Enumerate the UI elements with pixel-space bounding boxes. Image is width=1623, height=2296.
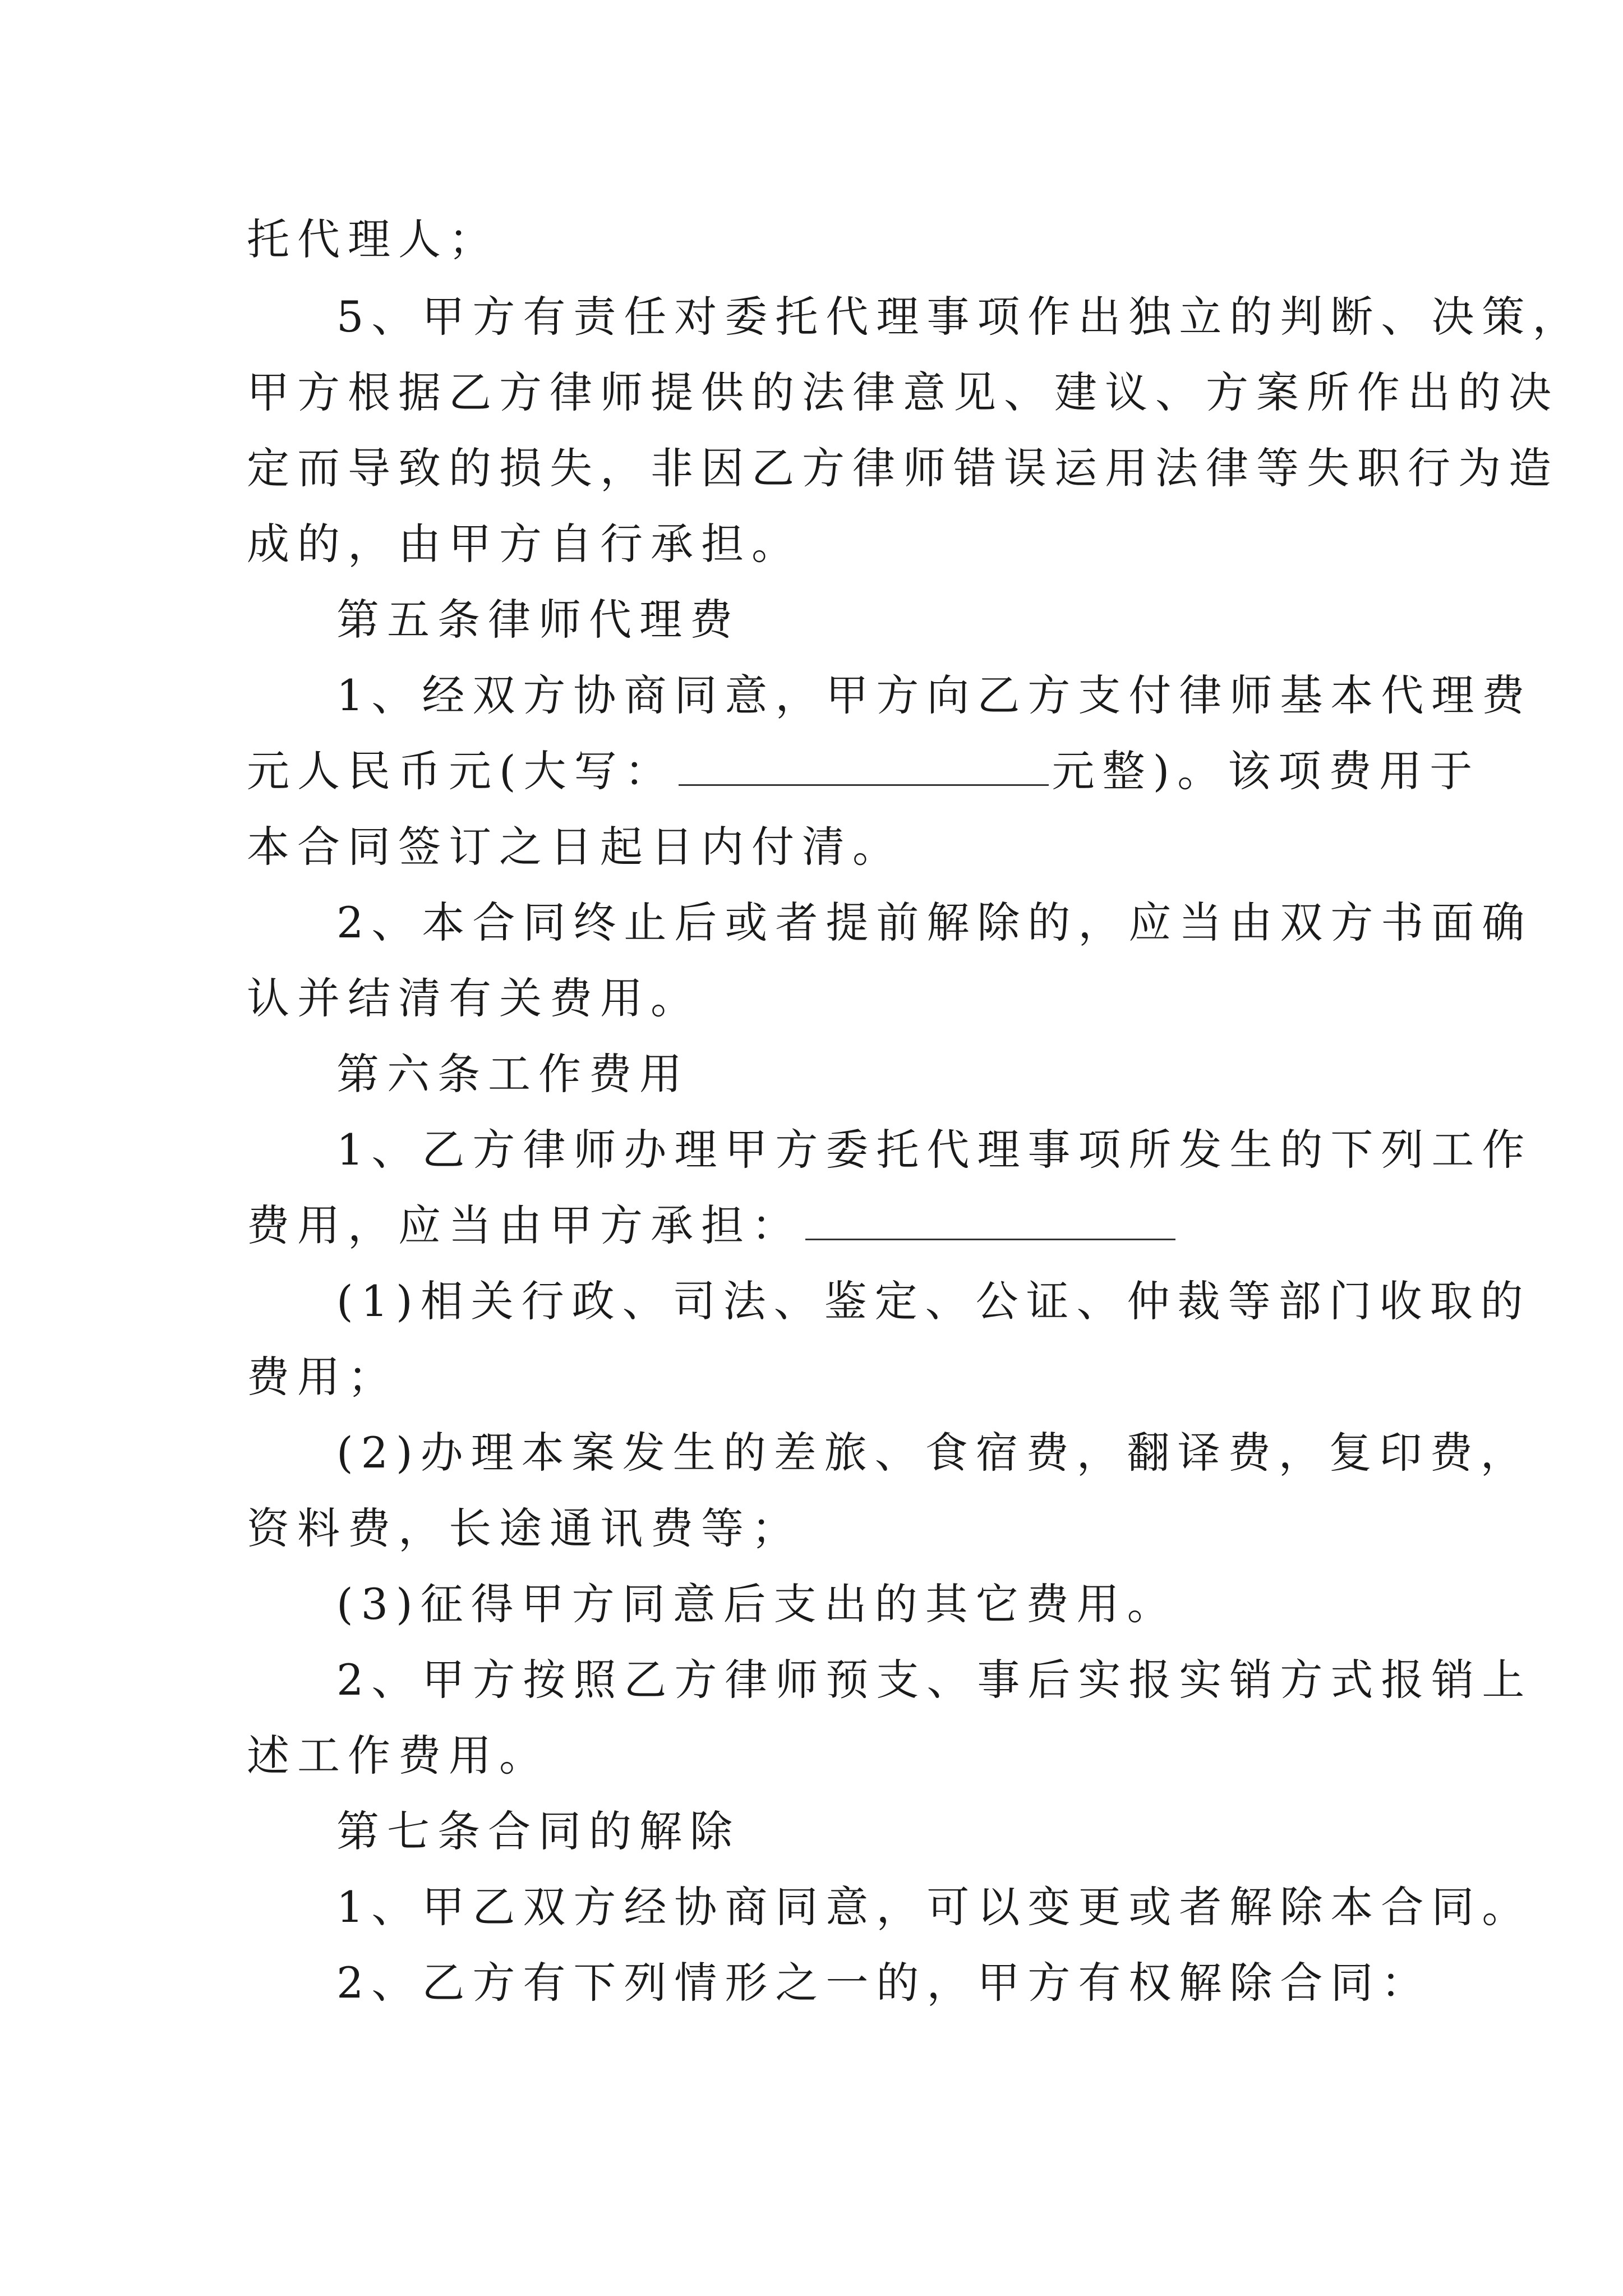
- text-line: 资料费，长途通讯费等；: [247, 1503, 802, 1553]
- text-line-with-blank: [247, 1200, 1179, 1251]
- section-heading: 第六条工作费用: [336, 1049, 690, 1099]
- text-line: 1、经双方协商同意，甲方向乙方支付律师基本代理费: [336, 670, 1533, 720]
- text-line: 成的，由甲方自行承担。: [247, 519, 802, 569]
- text-line: 1、乙方律师办理甲方委托代理事项所发生的下列工作: [336, 1125, 1533, 1175]
- fill-in-blank: [679, 749, 1049, 786]
- text-line: 定而导致的损失，非因乙方律师错误运用法律等失职行为造: [247, 443, 1559, 493]
- text-line: 费用；: [247, 1352, 398, 1402]
- text-segment: 元整)。该项费用于: [1052, 746, 1481, 796]
- text-line: 托代理人；: [247, 214, 499, 264]
- text-line: 5、甲方有责任对委托代理事项作出独立的判断、决策，: [336, 292, 1583, 342]
- text-line: 述工作费用。: [247, 1731, 550, 1780]
- text-line-with-blank: [247, 746, 1480, 797]
- section-heading: 第七条合同的解除: [336, 1806, 740, 1856]
- text-line: 1、甲乙双方经协商同意，可以变更或者解除本合同。: [336, 1882, 1533, 1932]
- text-line: 甲方根据乙方律师提供的法律意见、建议、方案所作出的决: [247, 367, 1559, 417]
- text-segment: 元人民币元(大写：: [247, 746, 675, 796]
- text-line: 本合同签订之日起日内付清。: [247, 822, 903, 872]
- text-line: (2)办理本案发生的差旅、食宿费，翻译费，复印费，: [336, 1428, 1531, 1478]
- section-heading: 第五条律师代理费: [336, 595, 740, 645]
- text-segment: 费用，应当由甲方承担：: [247, 1200, 802, 1250]
- text-line: 认并结清有关费用。: [247, 973, 701, 1023]
- text-line: (1)相关行政、司法、鉴定、公证、仲裁等部门收取的: [336, 1276, 1531, 1326]
- text-line: 2、本合同终止后或者提前解除的，应当由双方书面确: [336, 898, 1533, 947]
- text-line: 2、乙方有下列情形之一的，甲方有权解除合同：: [336, 1958, 1432, 2008]
- fill-in-blank: [805, 1204, 1175, 1240]
- text-line: 2、甲方按照乙方律师预支、事后实报实销方式报销上: [336, 1655, 1533, 1705]
- text-line: (3)征得甲方同意后支出的其它费用。: [336, 1579, 1178, 1629]
